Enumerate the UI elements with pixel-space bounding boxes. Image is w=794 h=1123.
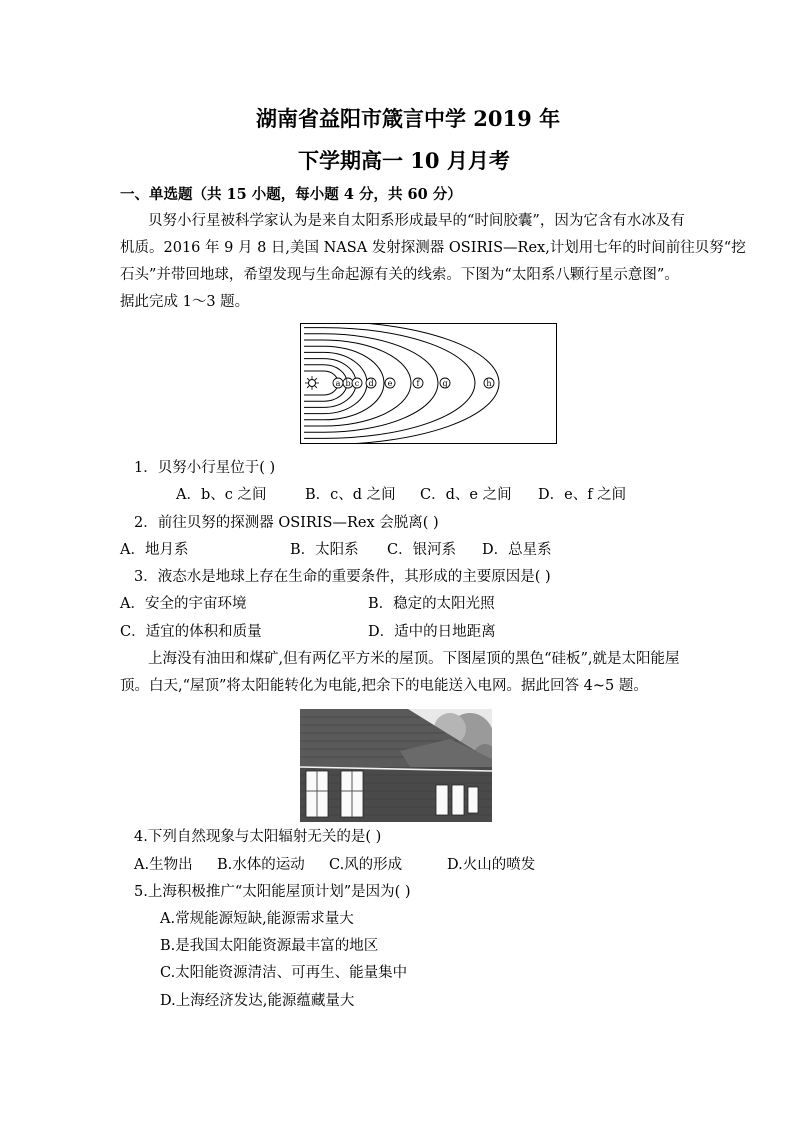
svg-text:a: a [335,379,341,388]
q5-option-d: D.上海经济发达,能源蕴藏量大 [160,993,355,1009]
q4-option-d: D.火山的喷发 [447,857,536,873]
planet-e [385,378,395,388]
intro2-line1: 上海没有油田和煤矿,但有两亿平方米的屋顶。下图屋顶的黑色“硅板”,就是太阳能屋 [148,651,680,667]
svg-text:c: c [354,379,360,388]
planet-g [440,378,450,388]
svg-text:e: e [387,379,393,388]
planet-a [333,378,343,388]
q5-option-b: B.是我国太阳能资源最丰富的地区 [160,938,379,954]
q2-option-d: D．总星系 [482,542,552,558]
intro1-line4: 据此完成 1～3 题。 [120,294,250,310]
q4-stem: 4.下列自然现象与太阳辐射无关的是( ) [134,829,382,845]
q2-option-c: C．银河系 [387,542,457,558]
q1-stem: 1．贝努小行星位于( ) [134,460,276,476]
intro1-line1: 贝努小行星被科学家认为是来自太阳系形成最早的“时间胶囊”，因为它含有水冰及有 [148,213,685,229]
q3-option-b: B．稳定的太阳光照 [368,596,495,612]
q5-option-a: A.常规能源短缺,能源需求量大 [160,911,354,927]
svg-text:g: g [442,379,448,388]
solar-system-diagram [300,323,557,444]
planet-c [352,378,362,388]
q1-option-c: C．d、e 之间 [420,487,512,503]
planet-d [366,378,376,388]
svg-text:b: b [345,379,351,388]
q2-option-b: B．太阳系 [290,542,359,558]
q5-option-c: C.太阳能资源清洁、可再生、能量集中 [160,965,408,981]
planet-h [484,378,494,388]
q5-stem: 5.上海积极推广“太阳能屋顶计划”是因为( ) [134,884,411,900]
q3-option-c: C．适宜的体积和质量 [120,624,262,640]
q3-stem: 3．液态水是地球上存在生命的重要条件，其形成的主要原因是( ) [134,569,551,585]
q1-option-b: B．c、d 之间 [305,487,396,503]
planet-f [413,378,423,388]
q3-option-d: D．适中的日地距离 [368,624,496,640]
intro2-line2: 顶。白天,“屋顶”将太阳能转化为电能,把余下的电能送入电网。据此回答 4~5 题。 [120,678,648,694]
q1-option-a: A．b、c 之间 [176,487,267,503]
svg-text:d: d [368,379,374,388]
intro1-line2: 机质。2016 年 9 月 8 日,美国 NASA 发射探测器 OSIRIS—Rex,计划用七年的时间前往贝努“挖 [120,240,746,256]
planet-b [343,378,353,388]
solar-roof-house-photo [300,709,492,822]
q1-option-d: D．e、f 之间 [538,487,627,503]
sun-icon [305,376,319,390]
q2-stem: 2．前往贝努的探测器 OSIRIS—Rex 会脱离( ) [134,515,439,531]
section-heading: 一、单选题（共 15 小题，每小题 4 分，共 60 分） [120,186,462,203]
q4-option-c: C.风的形成 [329,857,403,873]
q3-option-a: A．安全的宇宙环境 [120,596,247,612]
q4-option-a: A.生物出 [134,857,193,873]
intro1-line3: 石头”并带回地球，希望发现与生命起源有关的线索。下图为“太阳系八颗行星示意图”。 [120,267,679,283]
svg-text:h: h [486,379,492,388]
page-title-line1: 湖南省益阳市箴言中学 2019 年 [256,106,561,131]
svg-text:f: f [416,379,420,388]
q2-option-a: A．地月系 [120,542,189,558]
q4-option-b: B.水体的运动 [217,857,305,873]
page-title-line2: 下学期高一 10 月月考 [298,148,510,173]
